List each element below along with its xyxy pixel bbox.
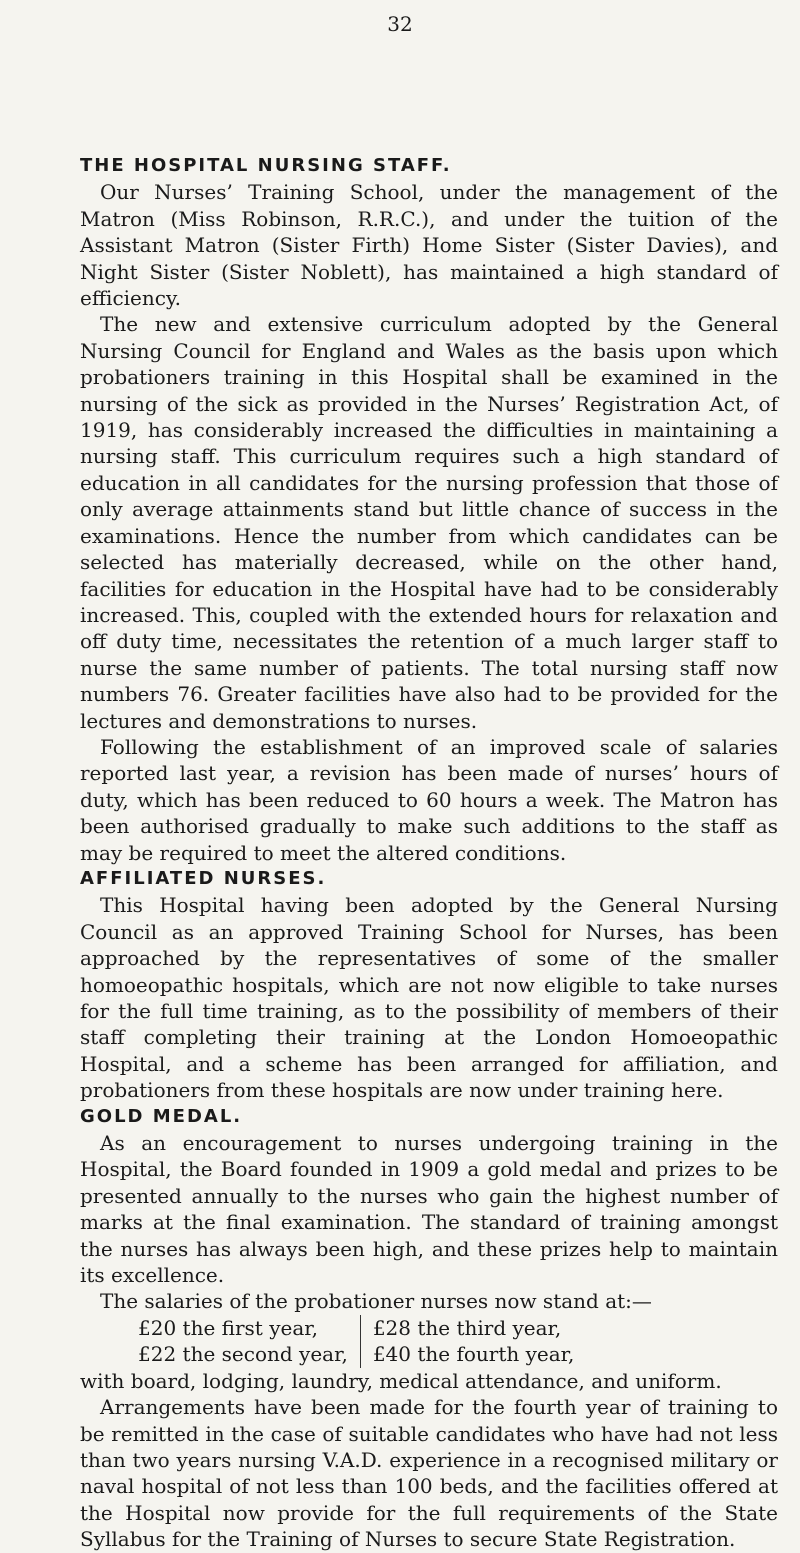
paragraph: As an encouragement to nurses undergoing training in the Hospital, the Board founded in 1909 a gold medal and prizes to be presented annually to the nurses who gain the highest number of marks at the final examination. The standard of training amongst the nurses has always been high, and these prizes help to maintain its excellence. <box>80 1131 778 1288</box>
page-content <box>80 153 778 1553</box>
salary-row <box>138 1315 574 1341</box>
paragraph: Arrangements have been made for the fourth year of training to be remitted in the case of suitable candidates who have had not less than two years nursing V.A.D. experience in a recognised military or naval hospital of not less than 100 beds, and the facilities offered at the Hospital now provide for the full requirements of the State Syllabus for the Training of Nurses to secure State Registration. <box>80 1395 778 1552</box>
salary-cell: £22 the second year, <box>138 1341 360 1367</box>
paragraph: with board, lodging, laundry, medical attendance, and uniform. <box>80 1368 722 1393</box>
salary-cell: £40 the fourth year, <box>372 1342 575 1367</box>
section-heading-gold-medal: GOLD MEDAL. <box>80 1105 243 1127</box>
page-number: 32 <box>387 12 413 36</box>
salary-table <box>138 1315 574 1368</box>
salary-cell: £20 the first year, <box>138 1315 360 1341</box>
section-heading-affiliated-nurses: AFFILIATED NURSES. <box>80 867 327 889</box>
paragraph: The new and extensive curriculum adopted by the General Nursing Council for England and Wales as the basis upon which probationers training in this Hospital shall be examined in the nursing of the sick as provided in the Nurses’ Registration Act, of 1919, has considerably increased the difficulties in maintaining a nursing staff. This curriculum requires such a high standard of education in all candidates for the nursing profession that those of only average attainments stand but little chance of success in the examinations. Hence the number from which candidates can be selected has materially decreased, while on the other hand, facilities for education in the Hospital have had to be considerably increased. This, coupled with the extended hours for relaxation and off duty time, necessitates the retention of a much larger staff to nurse the same number of patients. The total nursing staff now numbers 76. Greater facilities have also had to be provided for the lectures and demonstrations to nurses. <box>80 312 778 733</box>
paragraph: Our Nurses’ Training School, under the management of the Matron (Miss Robinson, R.R.C.), and under the tuition of the Assistant Matron (Sister Firth) Home Sister (Sister Davies), and Night Sister (Sister Noblett), has maintained a high standard of efficiency. <box>80 180 778 311</box>
salary-cell: £28 the third year, <box>372 1315 562 1340</box>
paragraph: Following the establishment of an improved scale of salaries reported last year, a revision has been made of nurses’ hours of duty, which has been reduced to 60 hours a week. The Matron has been authorised gradually to make such additions to the staff as may be required to meet the altered conditions. <box>80 734 778 865</box>
section-heading-nursing-staff: THE HOSPITAL NURSING STAFF. <box>80 155 452 176</box>
paragraph: This Hospital having been adopted by the General Nursing Council as an approved Training School for Nurses, has been approached by the representatives of some of the smaller homoeopathic hospitals, which are not now eligible to take nurses for the full time training, as to the possibility of members of their staff completing their training at the London Homoeopathic Hospital, and a scheme has been arranged for affiliation, and probationers from these hospitals are now under training here. <box>80 893 778 1103</box>
salary-row <box>138 1341 574 1367</box>
paragraph: The salaries of the probationer nurses now stand at:— <box>100 1289 652 1314</box>
